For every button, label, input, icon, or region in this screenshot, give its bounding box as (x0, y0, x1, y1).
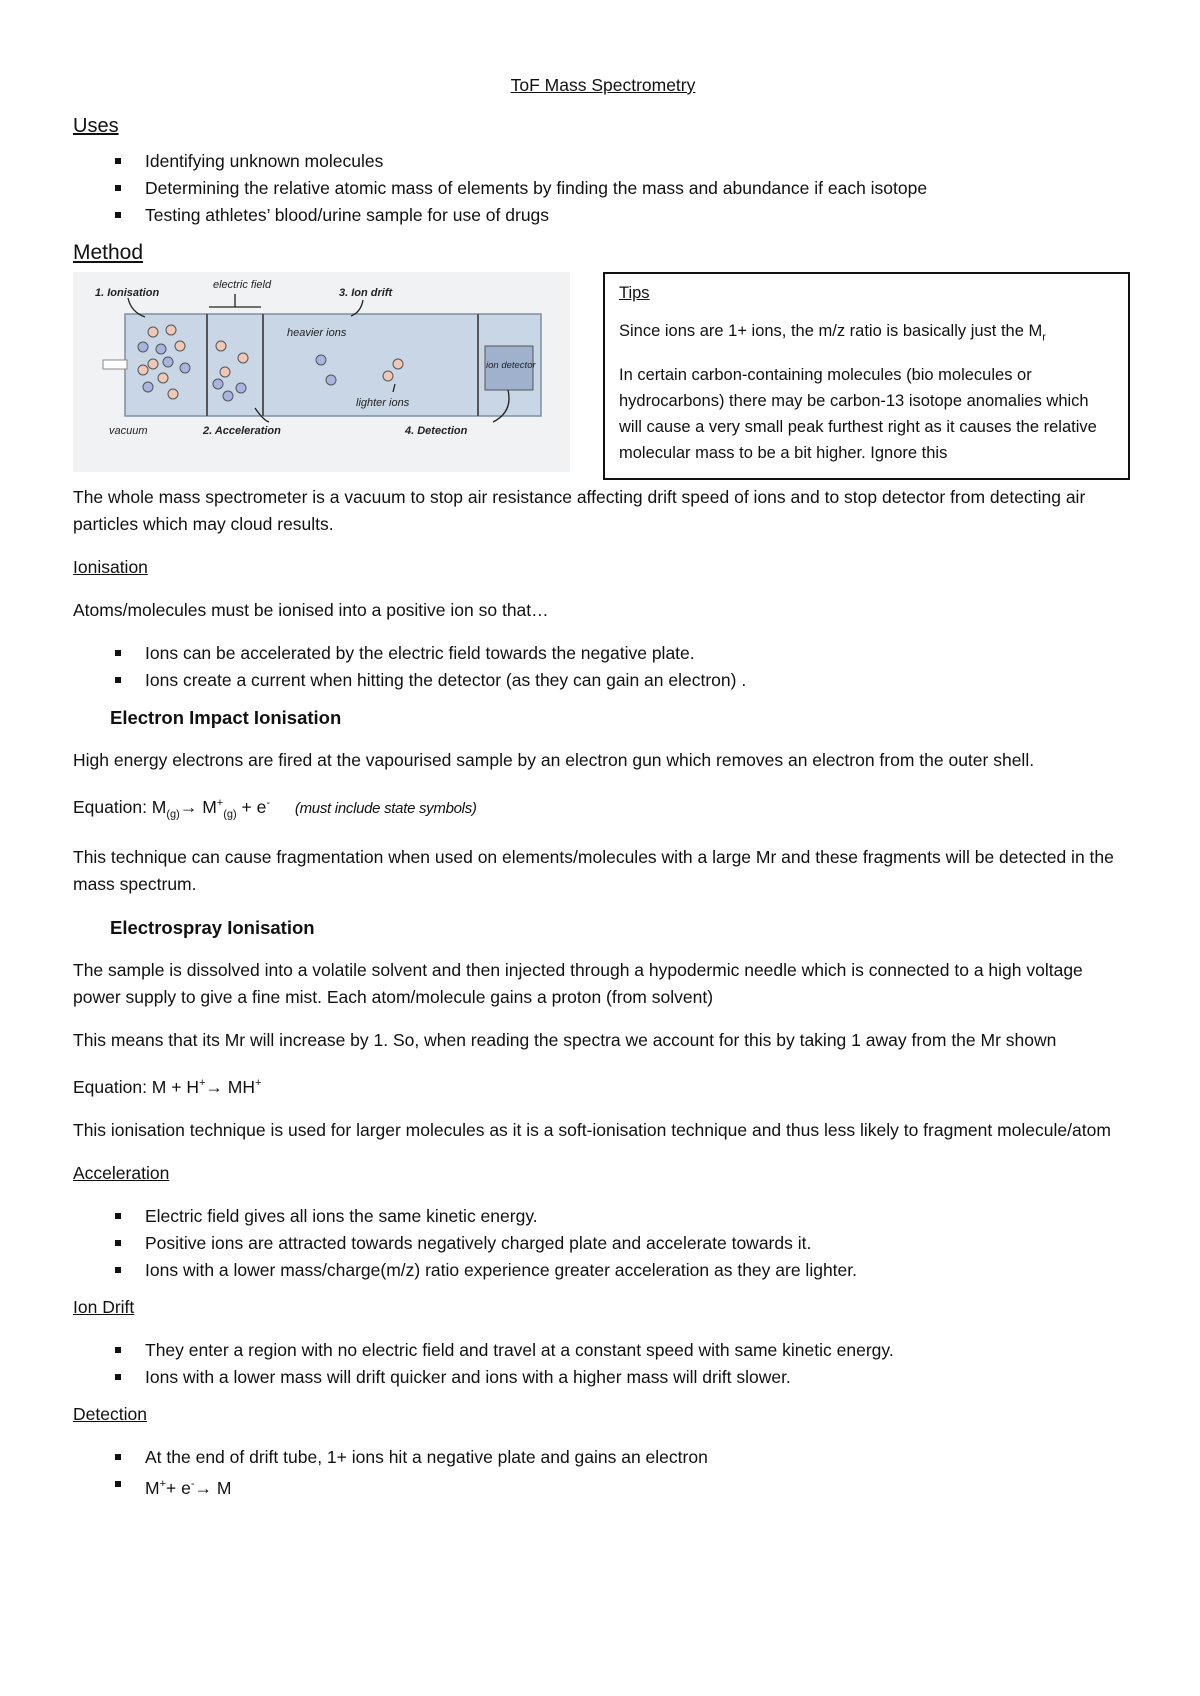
ionisation-heading: Ionisation (73, 557, 148, 577)
eii-equation-note: (must include state symbols) (294, 799, 477, 817)
tips-line-2: In certain carbon-containing molecules (bio molecules or hydrocarbons) there may be carbon-13 isotope anomalies which will cause a very small peak furthest right as it causes the relative molecular mass to be a bit higher. Ignore this (619, 366, 1097, 463)
eii-text-2: This technique can cause fragmentation when used on elements/molecules with a large Mr and these fragments will be detected in the mass spectrum. (73, 847, 1114, 895)
label-ion-drift: 3. Ion drift (339, 287, 393, 299)
uses-heading: Uses (73, 115, 119, 137)
label-heavier-ions: heavier ions (287, 327, 347, 339)
label-vacuum: vacuum (109, 425, 148, 437)
acceleration-list (73, 1203, 1133, 1284)
tips-box (603, 272, 1130, 480)
label-ion-detector: ion detector (486, 360, 536, 371)
label-ionisation: 1. Ionisation (95, 287, 160, 299)
list-item: At the end of drift tube, 1+ ions hit a negative plate and gains an electron (113, 1444, 1133, 1471)
intro-paragraph: The whole mass spectrometer is a vacuum to stop air resistance affecting drift speed of ions and to stop detector from detecting air particles which may cloud results. (73, 487, 1086, 534)
eii-equation: Equation: $M_{(g)}\to M^+_{(g)} + e^-$ (must include state symbols) (73, 796, 477, 821)
eii-text-1: High energy electrons are fired at the vapourised sample by an electron gun which removes an electron from the outer shell. (73, 750, 1035, 770)
esi-equation: Equation: M + H+→ MH+ (73, 1077, 262, 1098)
detection-list (73, 1444, 1133, 1502)
label-lighter-ions: lighter ions (356, 397, 410, 409)
list-item: Ions can be accelerated by the electric field towards the negative plate. (113, 640, 1133, 667)
method-section (73, 272, 1133, 494)
list-item-equation: M++ e-→ M (113, 1471, 1133, 1502)
list-item: Testing athletes’ blood/urine sample for use of drugs (113, 202, 1133, 229)
eii-heading: Electron Impact Ionisation (110, 707, 342, 728)
esi-text-3: This ionisation technique is used for larger molecules as it is a soft-ionisation technique and thus less likely to fragment molecule/atom (73, 1120, 1111, 1141)
list-item: Positive ions are attracted towards negatively charged plate and accelerate towards it. (113, 1230, 1133, 1257)
document-page (73, 72, 1133, 1512)
list-item: Determining the relative atomic mass of elements by finding the mass and abundance if each isotope (113, 175, 1133, 202)
drift-heading: Ion Drift (73, 1297, 135, 1318)
tips-heading: Tips (619, 284, 650, 302)
label-electric-field: electric field (213, 279, 272, 291)
esi-heading: Electrospray Ionisation (110, 917, 315, 939)
list-item: They enter a region with no electric field and travel at a constant speed with same kinetic energy. (113, 1337, 1133, 1364)
ionisation-lead: Atoms/molecules must be ionised into a positive ion so that… (73, 600, 549, 620)
ionisation-list (73, 640, 1133, 694)
list-item: Identifying unknown molecules (113, 148, 1133, 175)
esi-text-2: This means that its Mr will increase by 1. So, when reading the spectra we account for this by taking 1 away from the Mr shown (73, 1030, 1057, 1051)
list-item: Ions create a current when hitting the detector (as they can gain an electron) . (113, 667, 1133, 694)
label-acceleration: 2. Acceleration (203, 425, 281, 437)
tof-diagram (73, 272, 570, 472)
list-item: Electric field gives all ions the same kinetic energy. (113, 1203, 1133, 1230)
label-detection: 4. Detection (405, 425, 468, 437)
list-item: Ions with a lower mass will drift quicker and ions with a higher mass will drift slower. (113, 1364, 1133, 1391)
esi-text-1: The sample is dissolved into a volatile solvent and then injected through a hypodermic needle which is connected to a high voltage power supply to give a fine mist. Each atom/molecule gains a proton (from solvent) (73, 960, 1083, 1008)
tips-line-1: Since ions are 1+ ions, the m/z ratio is basically just the $M_r$ (619, 322, 1046, 344)
detection-heading: Detection (73, 1404, 147, 1425)
page-title: ToF Mass Spectrometry (510, 75, 696, 95)
drift-list (73, 1337, 1133, 1391)
uses-list (73, 148, 1133, 229)
method-heading: Method (73, 241, 144, 264)
acceleration-heading: Acceleration (73, 1163, 170, 1184)
list-item: Ions with a lower mass/charge(m/z) ratio experience greater acceleration as they are lighter. (113, 1257, 1133, 1284)
